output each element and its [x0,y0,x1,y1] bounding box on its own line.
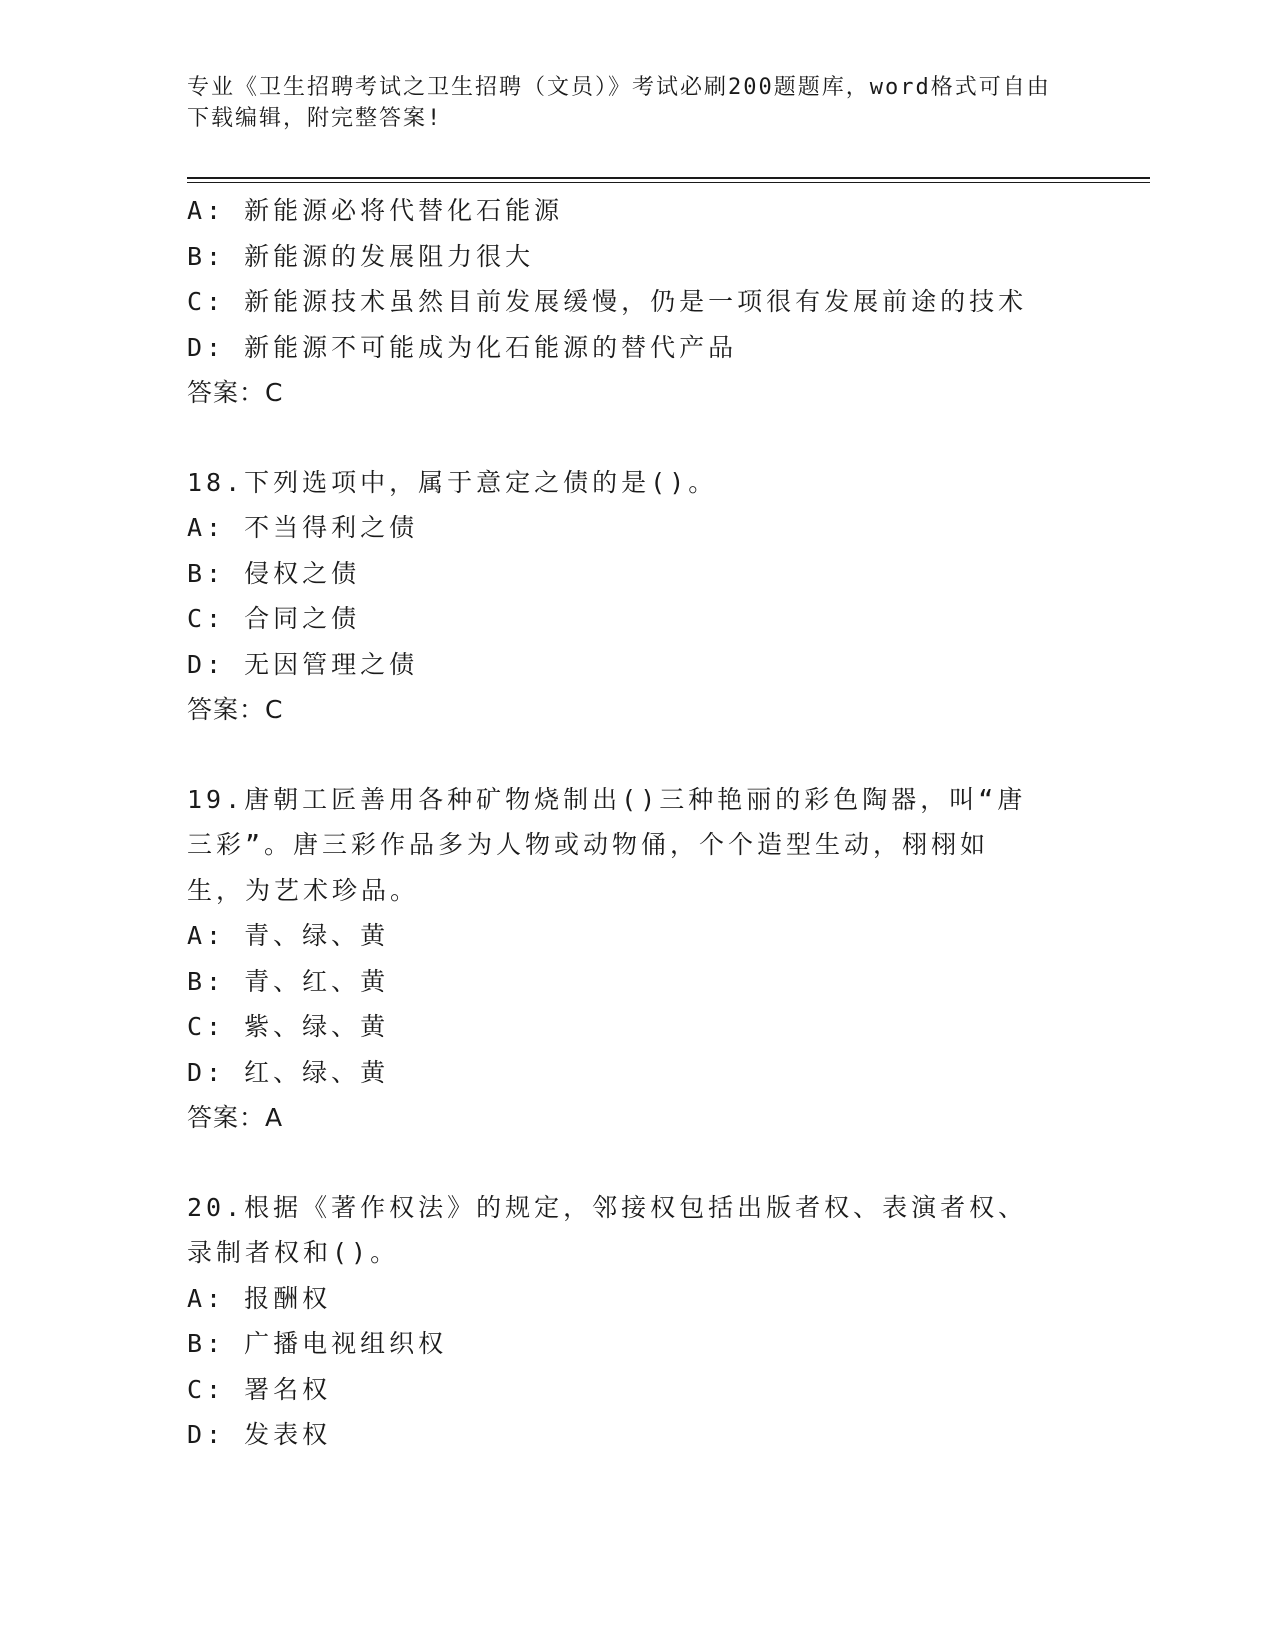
option-b: B: 广播电视组织权 [187,1329,448,1358]
option-a: A: 报酬权 [187,1283,332,1313]
option-c: C: 紫、绿、黄 [187,1012,390,1041]
spacer [187,416,1087,460]
spacer [187,1141,1087,1185]
question-text: 19.唐朝工匠善用各种矿物烧制出()三种艳丽的彩色陶器，叫“唐三彩”。唐三彩作品多为人物或动物俑，个个造型生动，栩栩如生，为艺术珍品。 [187,784,1027,905]
answer: 答案：C [187,695,284,724]
option-b: B: 新能源的发展阻力很大 [187,241,535,271]
question-block-18 [187,460,1087,733]
option-d: D: 发表权 [187,1420,332,1449]
document-header: 专业《卫生招聘考试之卫生招聘（文员）》考试必刷200题题库，word格式可自由下载编辑，附完整答案! [187,75,1051,131]
question-block-17 [187,188,1087,416]
option-a: A: 不当得利之债 [187,513,419,542]
header-divider-thick [187,177,1150,179]
answer: 答案：C [187,378,284,407]
option-b: B: 侵权之债 [187,558,361,588]
option-d: D: 红、绿、黄 [187,1057,390,1087]
option-c: C: 署名权 [187,1374,332,1404]
answer: 答案：A [187,1103,284,1132]
question-block-20 [187,1185,1087,1458]
option-d: D: 无因管理之债 [187,649,419,679]
option-c: C: 新能源技术虽然目前发展缓慢，仍是一项很有发展前途的技术 [187,287,1028,316]
question-text: 20.根据《著作权法》的规定，邻接权包括出版者权、表演者权、录制者权和()。 [187,1192,1028,1267]
header-divider-thin [187,182,1150,183]
question-text: 18.下列选项中，属于意定之债的是()。 [187,467,718,497]
question-block-19 [187,777,1087,1141]
option-d: D: 新能源不可能成为化石能源的替代产品 [187,332,738,362]
document-body [187,188,1087,1458]
spacer [187,733,1087,777]
option-a: A: 青、绿、黄 [187,921,390,950]
option-a: A: 新能源必将代替化石能源 [187,196,564,225]
option-b: B: 青、红、黄 [187,966,390,996]
option-c: C: 合同之债 [187,604,361,633]
